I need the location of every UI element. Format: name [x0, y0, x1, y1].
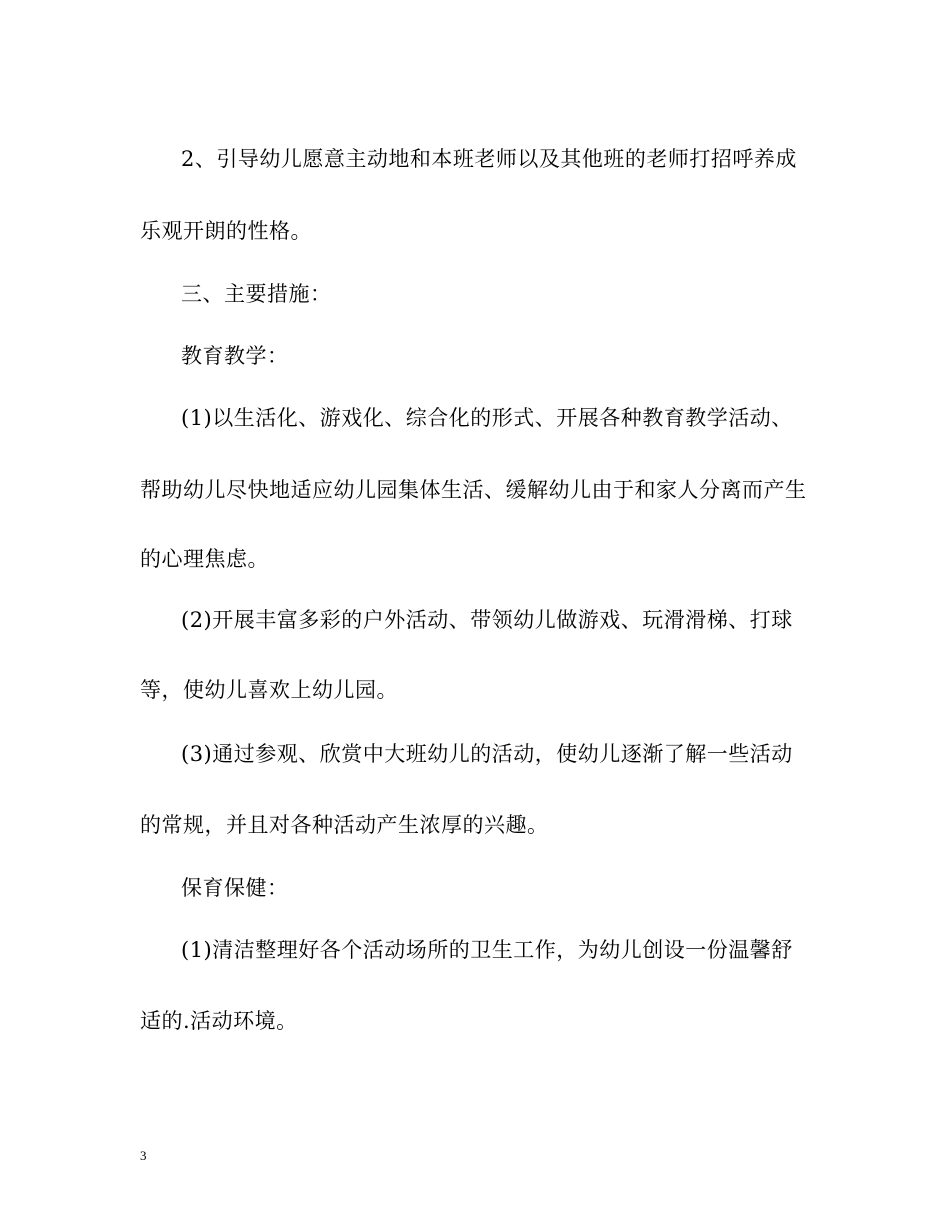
- subsection-heading: 保育保健：: [181, 876, 289, 900]
- paragraph-line: 帮助幼儿尽快地适应幼儿园集体生活、缓解幼儿由于和家人分离而产生: [140, 478, 807, 502]
- paragraph-line: 等，使幼儿喜欢上幼儿园。: [140, 678, 398, 702]
- paragraph-line: 的常规，并且对各种活动产生浓厚的兴趣。: [140, 813, 549, 837]
- paragraph-line: 2、引导幼儿愿意主动地和本班老师以及其他班的老师打招呼养成: [181, 147, 797, 171]
- paragraph-line: 适的.活动环境。: [140, 1009, 298, 1033]
- page-number: 3: [140, 1148, 147, 1163]
- paragraph-line: (2)开展丰富多彩的户外活动、带领幼儿做游戏、玩滑滑梯、打球: [181, 608, 793, 632]
- paragraph-line: (3)通过参观、欣赏中大班幼儿的活动，使幼儿逐渐了解一些活动: [181, 742, 793, 766]
- paragraph-line: (1)以生活化、游戏化、综合化的形式、开展各种教育教学活动、: [181, 406, 793, 430]
- section-heading: 三、主要措施：: [181, 282, 332, 306]
- paragraph-line: 乐观开朗的性格。: [140, 219, 312, 243]
- paragraph-line: 的心理焦虑。: [140, 547, 269, 571]
- subsection-heading: 教育教学：: [181, 344, 289, 368]
- paragraph-line: (1)清洁整理好各个活动场所的卫生工作，为幼儿创设一份温馨舒: [181, 938, 793, 962]
